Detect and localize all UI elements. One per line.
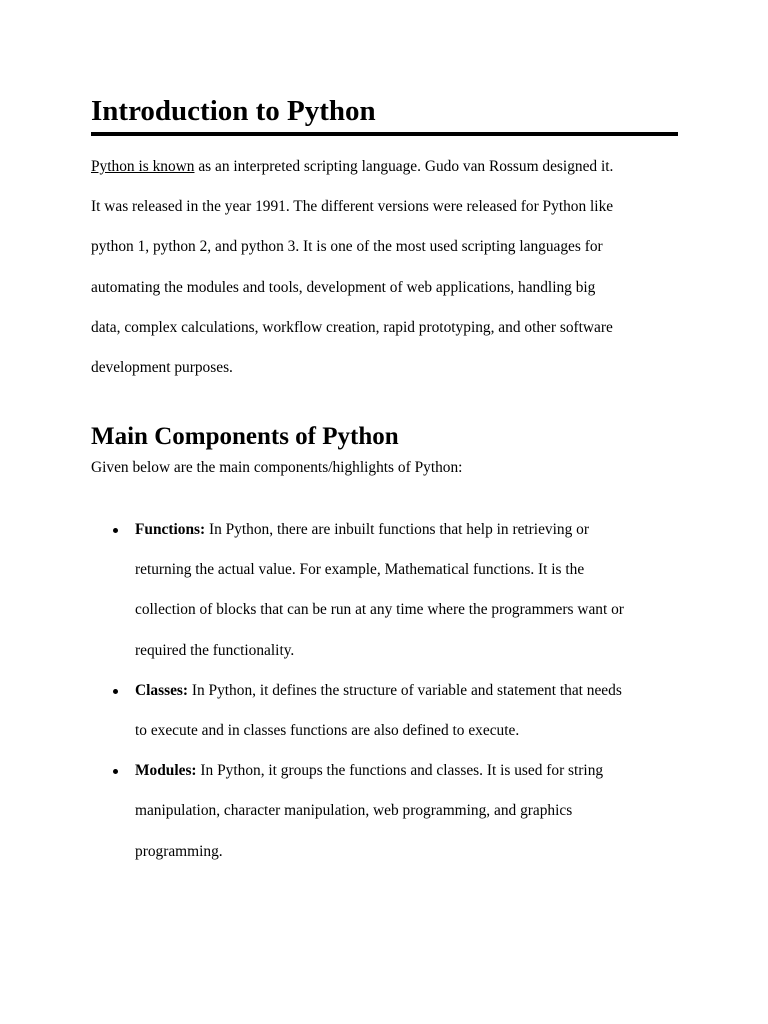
list-item-line xyxy=(135,510,768,550)
section-intro: Given below are the main components/highlights of Python: xyxy=(91,459,463,476)
intro-line: It was released in the year 1991. The different versions were released for Python like xyxy=(91,198,614,216)
list-item-line xyxy=(135,751,768,791)
list-item-classes xyxy=(0,671,768,751)
intro-line xyxy=(91,147,691,187)
list-item-line: required the functionality. xyxy=(135,641,295,659)
list-item-functions xyxy=(0,510,768,671)
title-underline-rule xyxy=(91,132,678,136)
list-item-text: In Python, it groups the functions and classes. It is used for string xyxy=(196,762,604,780)
intro-line: automating the modules and tools, development of web applications, handling big xyxy=(91,278,596,296)
section-heading: Main Components of Python xyxy=(91,423,399,450)
intro-line: python 1, python 2, and python 3. It is one of the most used scripting languages for xyxy=(91,238,603,256)
list-item-line: manipulation, character manipulation, web programming, and graphics xyxy=(135,802,573,820)
list-item-text: In Python, it defines the structure of variable and statement that needs xyxy=(188,681,622,699)
list-item-modules xyxy=(0,751,768,872)
list-item-term: Modules: xyxy=(135,762,197,780)
list-item-line: programming. xyxy=(135,842,223,860)
list-item-text: In Python, there are inbuilt functions that help in retrieving or xyxy=(205,521,589,538)
list-item-line: collection of blocks that can be run at any time where the programmers want or xyxy=(135,601,624,619)
intro-line-text: as an interpreted scripting language. Gudo van Rossum designed it. xyxy=(194,158,614,175)
components-list xyxy=(0,510,768,872)
list-item-term: Functions: xyxy=(135,521,206,538)
bullet-icon xyxy=(113,528,118,533)
list-item-line xyxy=(135,671,768,711)
intro-line: data, complex calculations, workflow creation, rapid prototyping, and other software xyxy=(91,318,613,336)
bullet-icon xyxy=(113,689,118,694)
list-item-line: returning the actual value. For example, Mathematical functions. It is the xyxy=(135,561,585,579)
page-title: Introduction to Python xyxy=(91,95,376,127)
bullet-icon xyxy=(113,769,118,774)
python-link[interactable]: Python is known xyxy=(91,158,195,175)
intro-paragraph xyxy=(91,147,691,388)
intro-line: development purposes. xyxy=(91,359,233,377)
list-item-line: to execute and in classes functions are also defined to execute. xyxy=(135,722,520,740)
list-item-term: Classes: xyxy=(135,681,189,699)
